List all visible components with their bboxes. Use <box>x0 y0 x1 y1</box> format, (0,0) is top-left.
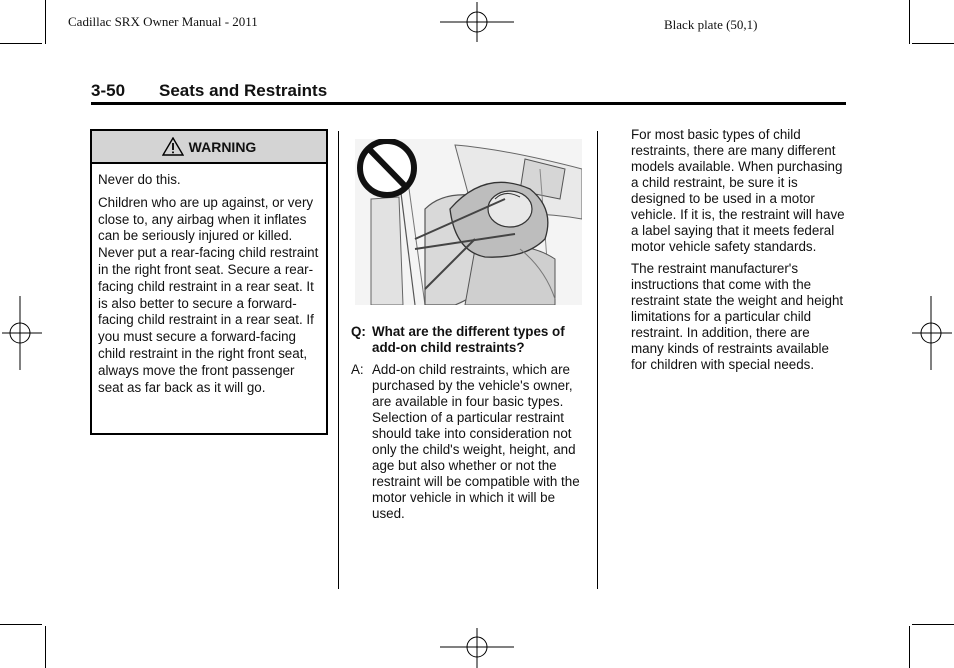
body-paragraph: For most basic types of child restraints, there are many different models available. When purchasing a child restraint, be sure it is designed to be used in a motor vehicle. If it is, the restraint will have a label saying that it meets federal motor vehicle safety standards. <box>631 127 845 254</box>
warning-header <box>92 131 326 164</box>
child-seat-drawing <box>355 139 582 305</box>
crop-mark <box>0 43 42 44</box>
registration-mark-icon <box>440 2 514 42</box>
answer-block <box>351 362 591 522</box>
warning-body <box>92 164 326 396</box>
registration-mark-icon <box>2 296 42 370</box>
answer-text: Add-on child restraints, which are purchased by the vehicle's owner, are available in four basic types. Selection of a particular restraint should take into consideration not only the child's weight, height, and age but also whether or not the restraint will be compatible with the motor vehicle in which it will be used. <box>372 362 580 521</box>
manual-title: Cadillac SRX Owner Manual - 2011 <box>68 14 258 29</box>
question-text: What are the different types of add-on child restraints? <box>372 324 565 355</box>
registration-mark-icon <box>440 628 514 668</box>
crop-mark <box>45 626 46 668</box>
right-column <box>631 127 846 379</box>
column-divider <box>338 131 339 589</box>
crop-mark <box>912 43 954 44</box>
page-number: 3-50 <box>91 81 126 100</box>
crop-mark <box>0 624 42 625</box>
crop-mark <box>45 0 46 44</box>
rear-facing-seat-illustration <box>355 139 582 305</box>
column-divider <box>597 131 598 589</box>
section-title: Seats and Restraints <box>159 81 328 100</box>
warning-paragraph: Never do this. <box>98 172 181 187</box>
header-rule <box>91 102 846 105</box>
warning-label: WARNING <box>188 138 257 155</box>
warning-box <box>90 129 328 435</box>
crop-mark <box>912 624 954 625</box>
body-paragraph: The restraint manufacturer's instructions that come with the restraint state the weight and height limitations for a particular child restraint. In addition, there are many kinds of restraints available for children with special needs. <box>631 261 844 372</box>
registration-mark-icon <box>912 296 952 370</box>
crop-mark <box>909 626 910 668</box>
answer-label: A: <box>351 362 364 377</box>
warning-triangle-icon <box>162 137 184 156</box>
crop-mark <box>909 0 910 44</box>
question-block <box>351 324 591 356</box>
question-label: Q: <box>351 324 366 339</box>
plate-label: Black plate (50,1) <box>664 17 758 32</box>
warning-paragraph: Children who are up against, or very close to, any airbag when it inflates can be seriously injured or killed. Never put a rear-facing child restraint in the right front seat. Secure a rear-facing child restraint in a rear seat. It is also better to secure a forward-facing child restraint in a rear seat. If you must secure a forward-facing child restraint in the right front seat, always move the front passenger seat as far back as it will go. <box>98 194 319 395</box>
